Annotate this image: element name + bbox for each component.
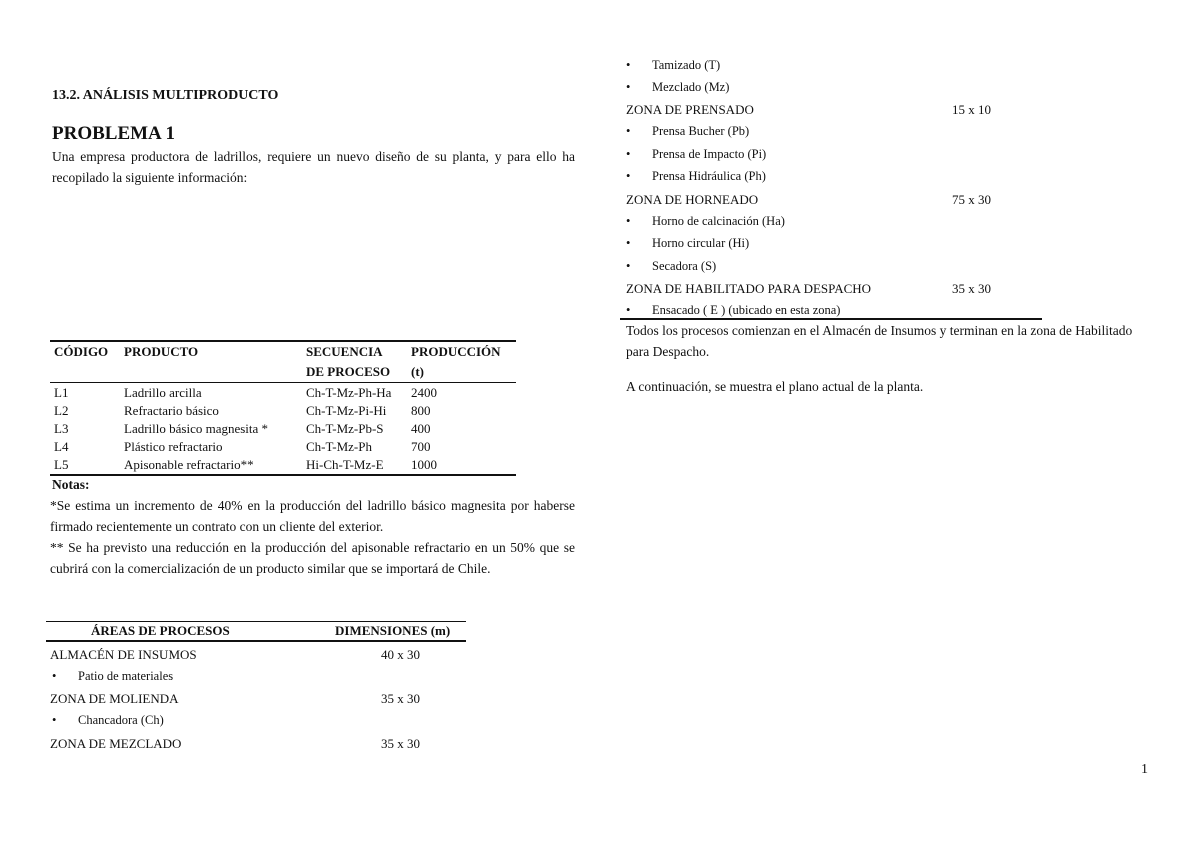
closing-paragraph: Todos los procesos comienzan en el Almacén de Insumos y terminan en la zona de Habilitado para Despacho. <box>626 323 1133 359</box>
zone-row <box>626 102 754 118</box>
list-item <box>626 214 785 229</box>
list-item-label: Tamizado (T) <box>652 58 721 72</box>
table-row <box>50 420 516 438</box>
row-sequence: Hi-Ch-T-Mz-E <box>306 457 384 472</box>
product-table-header-rule <box>50 382 516 383</box>
row-production: 2400 <box>411 385 437 400</box>
row-code: L1 <box>54 385 69 400</box>
list-item-label: Ensacado ( E ) (ubicado en esta zona) <box>652 303 841 317</box>
areas-header: ÁREAS DE PROCESOS <box>91 623 230 638</box>
product-table-bottom-rule <box>50 474 516 476</box>
zone-name: ZONA DE MEZCLADO <box>50 736 182 751</box>
zone-dimension: 35 x 30 <box>952 281 991 296</box>
bullet-icon: • <box>52 669 57 683</box>
areas-table-header-rule <box>46 640 466 642</box>
zone-dimension: 75 x 30 <box>952 192 991 207</box>
list-item-label: Prensa Hidráulica (Ph) <box>652 169 766 183</box>
zone-name: ALMACÉN DE INSUMOS <box>50 647 197 662</box>
bullet-icon: • <box>626 58 631 72</box>
note-1: *Se estima un incremento de 40% en la producción del ladrillo básico magnesita por haberse firmado recientemente un contrato con un cliente del exterior. <box>50 498 575 534</box>
row-sequence: Ch-T-Mz-Ph-Ha <box>306 385 392 400</box>
row-code: L4 <box>54 439 69 454</box>
list-item-label: Chancadora (Ch) <box>78 713 164 727</box>
zone-name: ZONA DE MOLIENDA <box>50 691 179 706</box>
bullet-icon: • <box>52 713 57 727</box>
list-item <box>52 669 173 684</box>
list-item <box>626 169 766 184</box>
header-production: PRODUCCIÓN <box>411 344 501 359</box>
table-row <box>50 438 516 456</box>
areas-table-top-rule <box>46 621 466 622</box>
table-row <box>50 384 516 402</box>
zone-row <box>50 691 179 707</box>
list-item <box>626 124 749 139</box>
list-item-label: Prensa Bucher (Pb) <box>652 124 750 138</box>
zone-name: ZONA DE PRENSADO <box>626 102 754 117</box>
zone-dimension: 40 x 30 <box>381 647 420 662</box>
zone-row <box>626 281 871 297</box>
row-code: L5 <box>54 457 69 472</box>
section-title: 13.2. ANÁLISIS MULTIPRODUCTO <box>52 88 279 103</box>
plan-intro: A continuación, se muestra el plano actual de la planta. <box>626 379 924 394</box>
list-item <box>626 80 729 95</box>
notes-title: Notas: <box>52 477 90 492</box>
table-row <box>50 456 516 474</box>
header-sequence: SECUENCIA <box>306 344 383 359</box>
product-table <box>50 342 516 474</box>
zone-dimension: 35 x 30 <box>381 736 420 751</box>
list-item-label: Horno circular (Hi) <box>652 236 750 250</box>
bullet-icon: • <box>626 80 631 94</box>
row-production: 400 <box>411 421 431 436</box>
list-item <box>52 713 164 728</box>
zone-row <box>50 736 181 752</box>
row-sequence: Ch-T-Mz-Pi-Hi <box>306 403 387 418</box>
row-product: Ladrillo arcilla <box>124 385 202 400</box>
header-product: PRODUCTO <box>124 344 199 359</box>
list-item-label: Secadora (S) <box>652 259 717 273</box>
dimensions-header: DIMENSIONES (m) <box>335 623 451 638</box>
row-production: 1000 <box>411 457 437 472</box>
row-product: Plástico refractario <box>124 439 223 454</box>
header-code: CÓDIGO <box>54 344 109 359</box>
table-row <box>50 402 516 420</box>
note-2: ** Se ha previsto una reducción en la producción del apisonable refractario en un 50% que se cubrirá con la comercialización de un producto similar que se importará de Chile. <box>50 540 575 576</box>
bullet-icon: • <box>626 214 631 228</box>
list-item <box>626 236 749 251</box>
bullet-icon: • <box>626 147 631 161</box>
notes <box>50 495 575 579</box>
row-product: Apisonable refractario** <box>124 457 254 472</box>
list-item <box>626 147 766 162</box>
row-product: Refractario básico <box>124 403 219 418</box>
row-sequence: Ch-T-Mz-Ph <box>306 439 372 454</box>
zone-name: ZONA DE HORNEADO <box>626 192 759 207</box>
list-item <box>626 259 716 274</box>
row-production: 800 <box>411 403 431 418</box>
zone-row <box>50 647 197 663</box>
bullet-icon: • <box>626 303 631 317</box>
row-product: Ladrillo básico magnesita * <box>124 421 269 436</box>
product-table-header <box>50 342 516 384</box>
zone-dimension: 35 x 30 <box>381 691 420 706</box>
page-number: 1 <box>1141 762 1148 777</box>
problem-title: PROBLEMA 1 <box>52 123 175 144</box>
list-item-label: Mezclado (Mz) <box>652 80 730 94</box>
list-item-label: Patio de materiales <box>78 669 174 683</box>
row-code: L2 <box>54 403 69 418</box>
zone-dimension: 15 x 10 <box>952 102 991 117</box>
list-item <box>626 303 840 318</box>
row-sequence: Ch-T-Mz-Pb-S <box>306 421 384 436</box>
bullet-icon: • <box>626 259 631 273</box>
header-sequence-line2: DE PROCESO <box>306 364 391 379</box>
bullet-icon: • <box>626 124 631 138</box>
list-item-label: Horno de calcinación (Ha) <box>652 214 785 228</box>
list-item-label: Prensa de Impacto (Pi) <box>652 147 767 161</box>
bullet-icon: • <box>626 169 631 183</box>
bullet-icon: • <box>626 236 631 250</box>
row-code: L3 <box>54 421 69 436</box>
row-production: 700 <box>411 439 431 454</box>
zone-row <box>626 192 758 208</box>
list-item <box>626 58 720 73</box>
zone-name: ZONA DE HABILITADO PARA DESPACHO <box>626 281 872 296</box>
header-production-unit: (t) <box>411 364 424 379</box>
intro-paragraph: Una empresa productora de ladrillos, requiere un nuevo diseño de su planta, y para ello ha recopilado la siguiente información: <box>52 149 575 185</box>
